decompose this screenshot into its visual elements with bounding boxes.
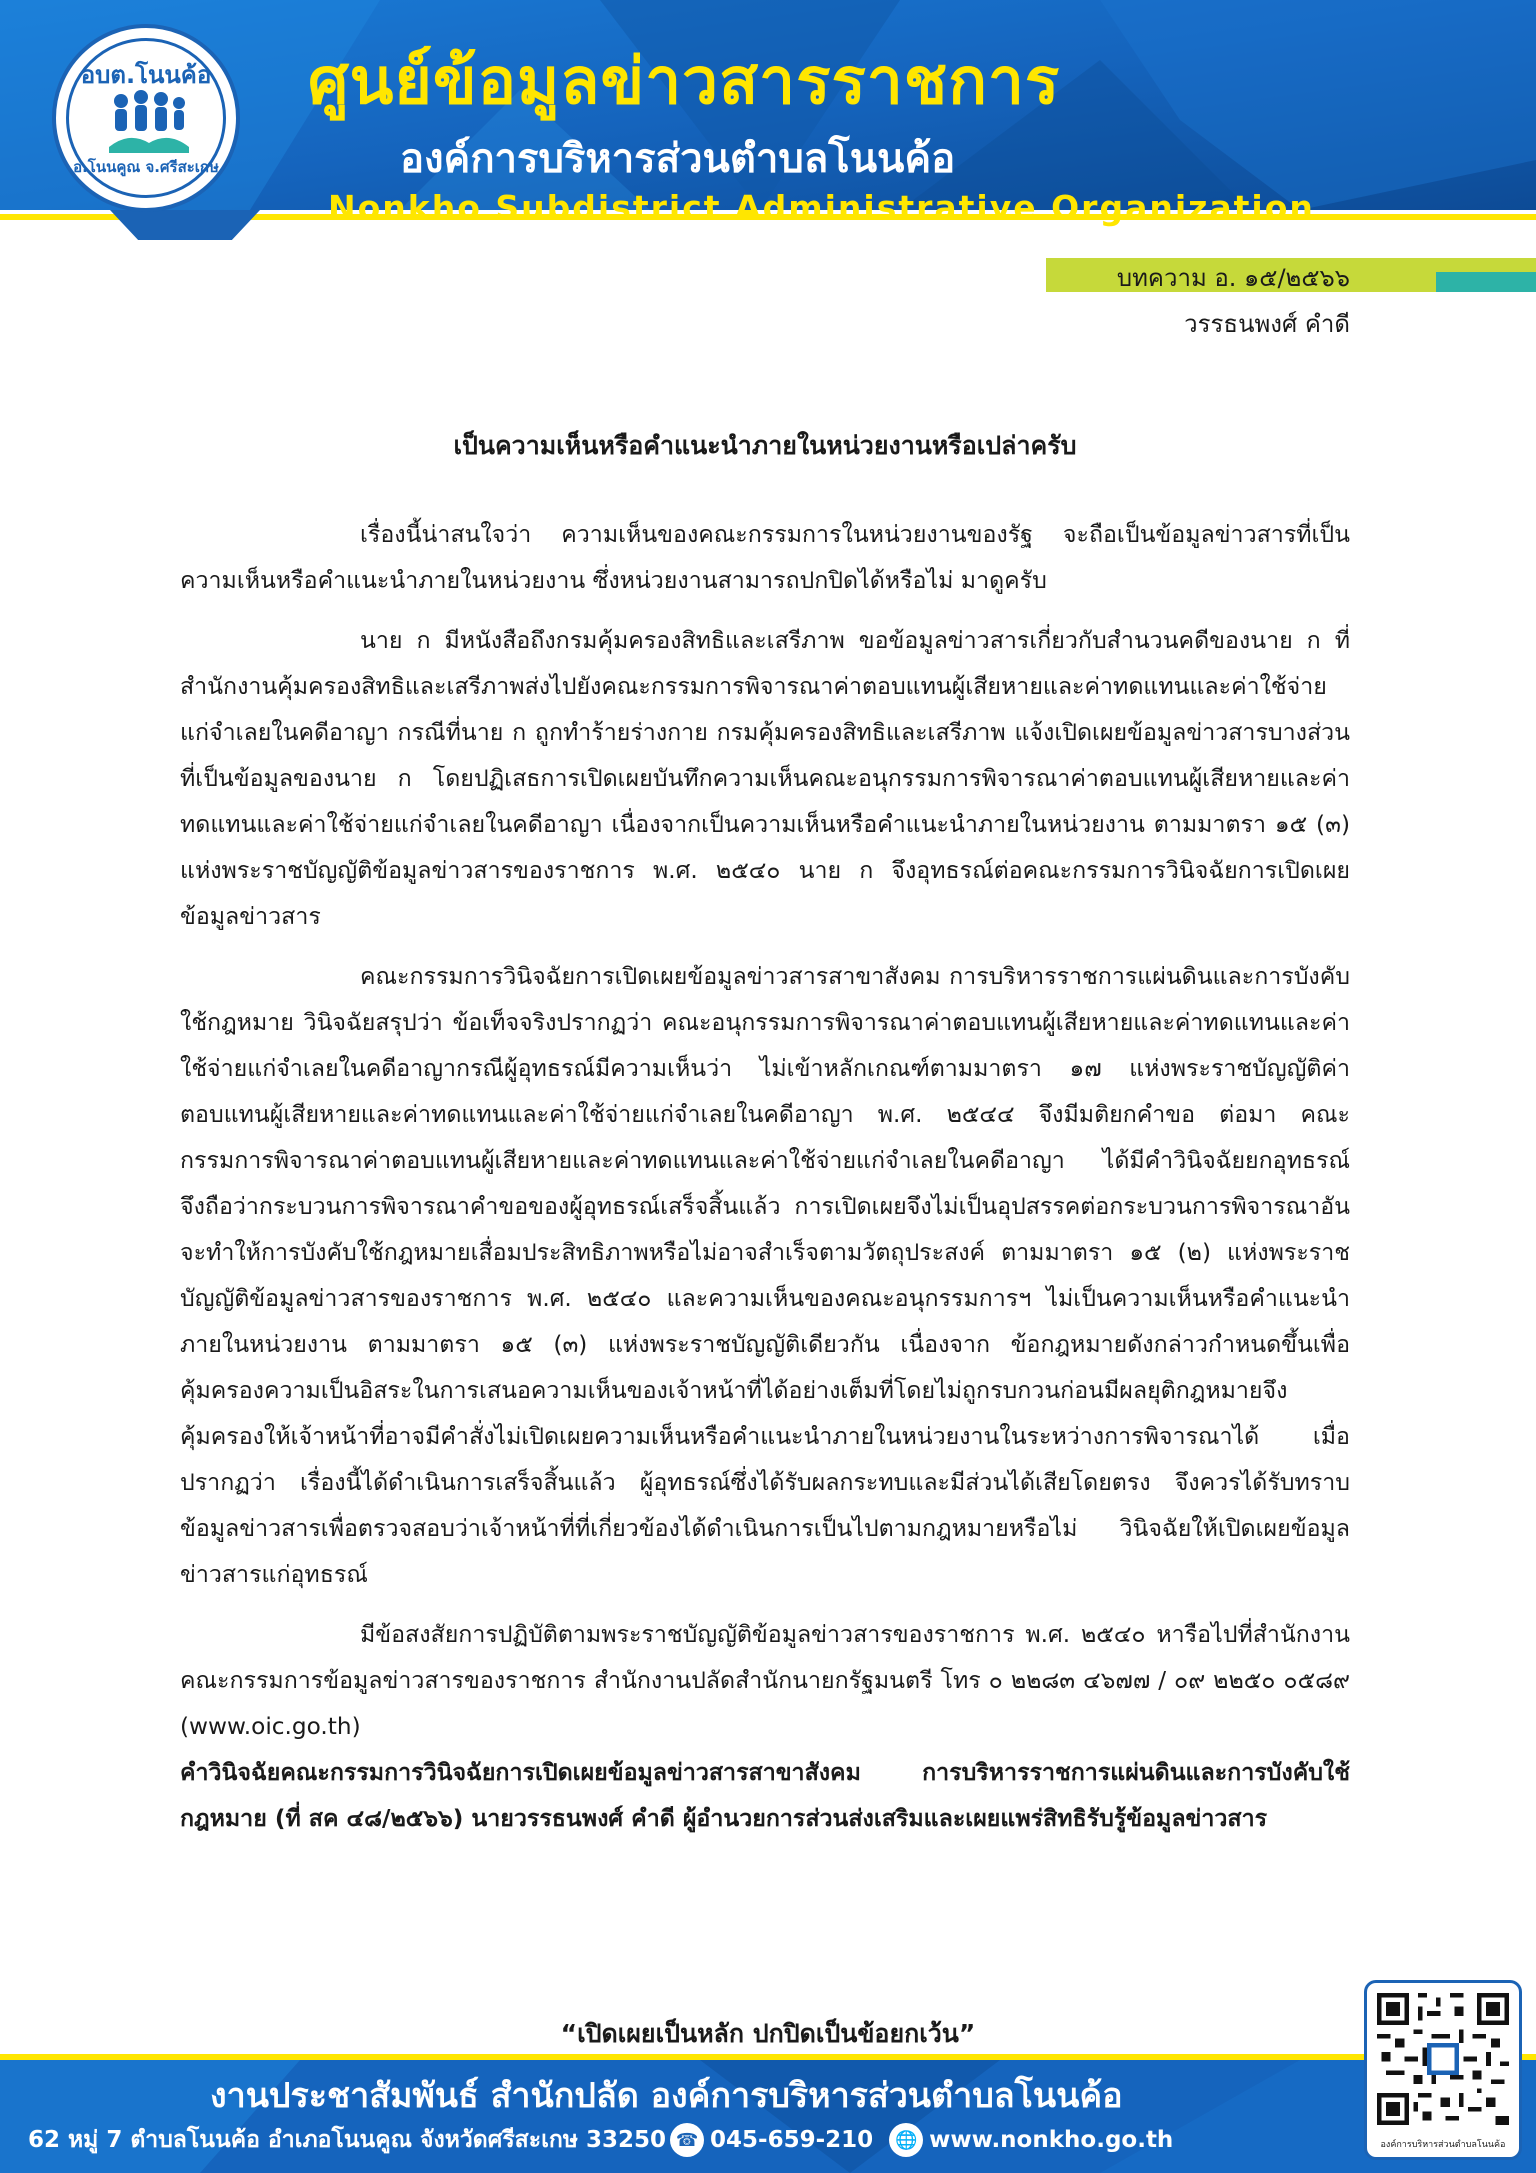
article-code: บทความ อ. ๑๕/๒๕๖๖ bbox=[1116, 264, 1350, 292]
page-header bbox=[0, 0, 1536, 240]
organization-name-english: Nonkho Subdistrict Administrative Organization bbox=[328, 188, 1315, 227]
center-title: ศูนย์ข้อมูลข่าวสารราชการ bbox=[308, 45, 1061, 119]
logo-text-bottom: อ.โนนคูณ จ.ศรีสะเกษ bbox=[73, 158, 219, 176]
organization-logo bbox=[52, 24, 240, 212]
phone-icon: ☎ bbox=[670, 2123, 704, 2157]
body-paragraph: มีข้อสงสัยการปฏิบัติตามพระราชบัญญัติข้อมูลข่าวสารของราชการ พ.ศ. ๒๕๔๐ หารือไปที่สำนักงานคณะกรรมการข้อมูลข่าวสารของราชการ สำนักงานปลัดสำนักนายกรัฐมนตรี โทร ๐ ๒๒๘๓ ๔๖๗๗ / ๐๙ ๒๒๕๐ ๐๕๘๙ (www.oic.go.th) bbox=[180, 1621, 1350, 1740]
ruling-reference: คำวินิจฉัยคณะกรรมการวินิจฉัยการเปิดเผยข้อมูลข่าวสารสาขาสังคม การบริหารราชการแผ่นดินและการบังคับใช้กฎหมาย (ที่ สค ๔๘/๒๕๖๖) นายวรรธนพงศ์ คำดี ผู้อำนวยการส่วนส่งเสริมและเผยแพร่สิทธิรับรู้ข้อมูลข่าวสาร bbox=[180, 1759, 1350, 1832]
body-paragraph: เรื่องนี้น่าสนใจว่า ความเห็นของคณะกรรมการในหน่วยงานของรัฐ จะถือเป็นข้อมูลข่าวสารที่เป็นความเห็นหรือคำแนะนำภายในหน่วยงาน ซึ่งหน่วยงานสามารถปกปิดได้หรือไม่ มาดูครับ bbox=[180, 521, 1350, 594]
document-body bbox=[180, 512, 1350, 1856]
body-paragraph: คณะกรรมการวินิจฉัยการเปิดเผยข้อมูลข่าวสารสาขาสังคม การบริหารราชการแผ่นดินและการบังคับใช้กฎหมาย วินิจฉัยสรุปว่า ข้อเท็จจริงปรากฏว่า คณะอนุกรรมการพิจารณาค่าตอบแทนผู้เสียหายและค่าทดแทนและค่าใช้จ่ายแก่จำเลยในคดีอาญากรณีผู้อุทธรณ์มีความเห็นว่า ไม่เข้าหลักเกณฑ์ตามมาตรา ๑๗ แห่งพระราชบัญญัติค่าตอบแทนผู้เสียหายและค่าทดแทนและค่าใช้จ่ายแก่จำเลยในคดีอาญา พ.ศ. ๒๕๔๔ จึงมีมติยกคำขอ ต่อมา คณะกรรมการพิจารณาค่าตอบแทนผู้เสียหายและค่าทดแทนและค่าใช้จ่ายแก่จำเลยในคดีอาญา ได้มีคำวินิจฉัยยกอุทธรณ์ จึงถือว่ากระบวนการพิจารณาคำขอของผู้อุทธรณ์เสร็จสิ้นแล้ว การเปิดเผยจึงไม่เป็นอุปสรรคต่อกระบวนการพิจารณาอันจะทำให้การบังคับใช้กฎหมายเสื่อมประสิทธิภาพหรือไม่อาจสำเร็จตามวัตถุประสงค์ ตามมาตรา ๑๕ (๒) แห่งพระราชบัญญัติข้อมูลข่าวสารของราชการ พ.ศ. ๒๕๔๐ และความเห็นของคณะอนุกรรมการฯ ไม่เป็นความเห็นหรือคำแนะนำภายในหน่วยงาน ตามมาตรา ๑๕ (๓) แห่งพระราชบัญญัติเดียวกัน เนื่องจาก ข้อกฎหมายดังกล่าวกำหนดขึ้นเพื่อคุ้มครองความเป็นอิสระในการเสนอความเห็นของเจ้าหน้าที่ได้อย่างเต็มที่โดยไม่ถูกรบกวนก่อนมีผลยุติกฎหมายจึงคุ้มครองให้เจ้าหน้าที่อาจมีคำสั่งไม่เปิดเผยความเห็นหรือคำแนะนำภายในหน่วยงานในระหว่างการพิจารณาได้ เมื่อปรากฏว่า เรื่องนี้ได้ดำเนินการเสร็จสิ้นแล้ว ผู้อุทธรณ์ซึ่งได้รับผลกระทบและมีส่วนได้เสียโดยตรง จึงควรได้รับทราบข้อมูลข่าวสารเพื่อตรวจสอบว่าเจ้าหน้าที่ที่เกี่ยวข้องได้ดำเนินการเป็นไปตามกฎหมายหรือไม่ วินิจฉัยให้เปิดเผยข้อมูลข่าวสารแก่อุทธรณ์ bbox=[180, 963, 1350, 1588]
body-paragraph: นาย ก มีหนังสือถึงกรมคุ้มครองสิทธิและเสรีภาพ ขอข้อมูลข่าวสารเกี่ยวกับสำนวนคดีของนาย ก ที่สำนักงานคุ้มครองสิทธิและเสรีภาพส่งไปยังคณะกรรมการพิจารณาค่าตอบแทนผู้เสียหายและค่าทดแทนและค่าใช้จ่ายแก่จำเลยในคดีอาญา กรณีที่นาย ก ถูกทำร้ายร่างกาย กรมคุ้มครองสิทธิและเสรีภาพ แจ้งเปิดเผยข้อมูลข่าวสารบางส่วนที่เป็นข้อมูลของนาย ก โดยปฏิเสธการเปิดเผยบันทึกความเห็นคณะอนุกรรมการพิจารณาค่าตอบแทนผู้เสียหายและค่าทดแทนและค่าใช้จ่ายแก่จำเลยในคดีอาญา เนื่องจากเป็นความเห็นหรือคำแนะนำภายในหน่วยงาน ตามมาตรา ๑๕ (๓) แห่งพระราชบัญญัติข้อมูลข่าวสารของราชการ พ.ศ. ๒๕๔๐ นาย ก จึงอุทธรณ์ต่อคณะกรรมการวินิจฉัยการเปิดเผยข้อมูลข่าวสาร bbox=[180, 627, 1350, 930]
slogan: “เปิดเผยเป็นหลัก ปกปิดเป็นข้อยกเว้น” bbox=[560, 2019, 976, 2048]
logo-text-top: อบต.โนนค้อ bbox=[80, 61, 212, 89]
qr-code[interactable] bbox=[1377, 1993, 1509, 2125]
article-author: วรรธนพงศ์ คำดี bbox=[1184, 310, 1350, 338]
footer-phone: 045-659-210 bbox=[710, 2127, 874, 2153]
page-footer bbox=[0, 2054, 1536, 2173]
logo-people-icon bbox=[99, 87, 199, 157]
footer-department: งานประชาสัมพันธ์ สำนักปลัด องค์การบริหารส่วนตำบลโนนค้อ bbox=[210, 2076, 1123, 2116]
footer-address: 62 หมู่ 7 ตำบลโนนค้อ อำเภอโนนคูณ จังหวัดศรีสะเกษ 33250 bbox=[28, 2127, 667, 2153]
qr-caption: องค์การบริหารส่วนตำบลโนนค้อ bbox=[1380, 2140, 1506, 2150]
logo-seal-ring bbox=[66, 38, 226, 198]
organization-name-thai: องค์การบริหารส่วนตำบลโนนค้อ bbox=[400, 136, 956, 182]
www-globe-icon: 🌐 bbox=[889, 2123, 923, 2157]
qr-code-card[interactable] bbox=[1364, 1980, 1522, 2160]
footer-contact bbox=[28, 2122, 1173, 2158]
footer-website[interactable]: www.nonkho.go.th bbox=[929, 2127, 1174, 2153]
document-title: เป็นความเห็นหรือคำแนะนำภายในหน่วยงานหรือเปล่าครับ bbox=[453, 431, 1077, 460]
